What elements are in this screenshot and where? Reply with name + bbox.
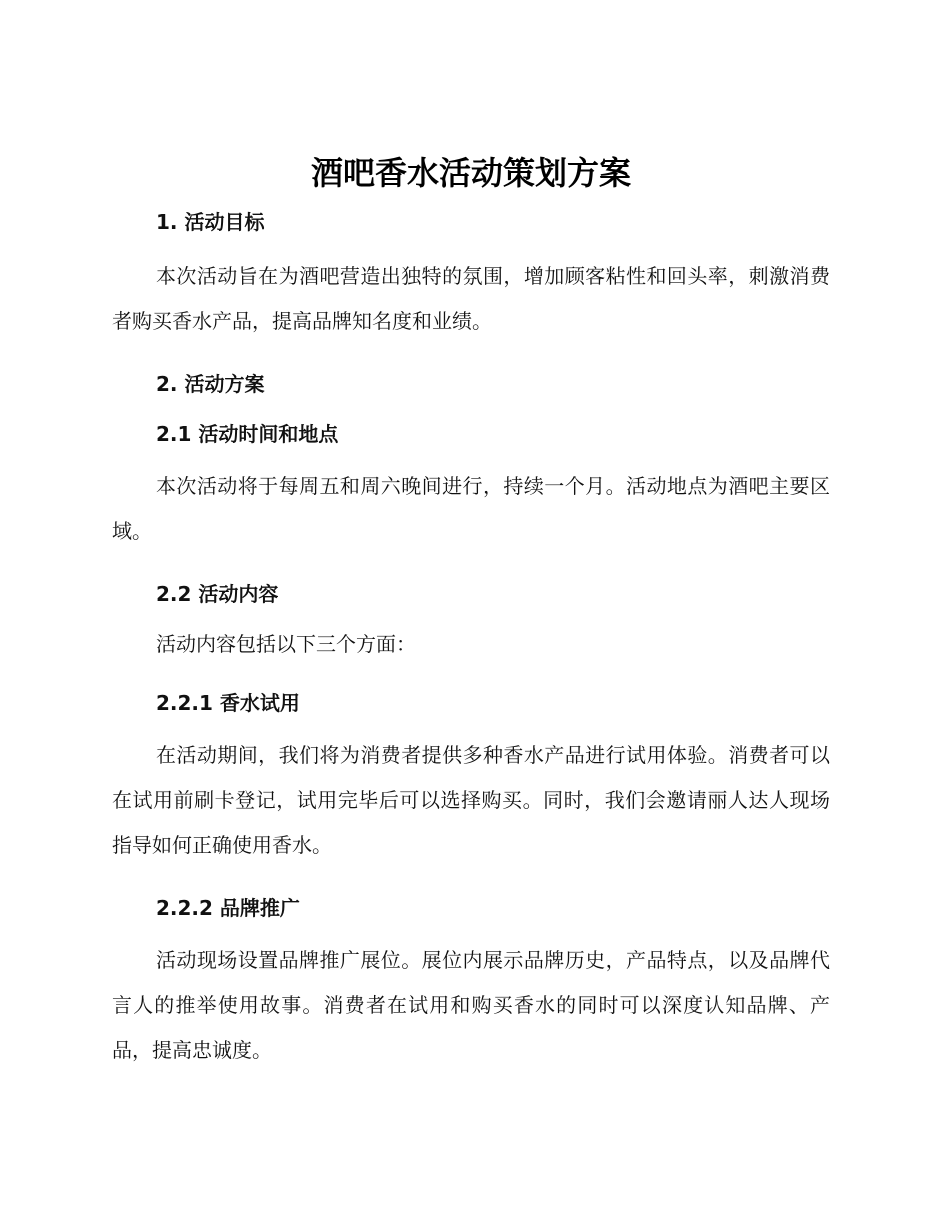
section-heading-time-location: 2.1 活动时间和地点 — [156, 422, 339, 446]
section-heading-content: 2.2 活动内容 — [156, 582, 279, 606]
section-heading-goal: 1. 活动目标 — [156, 210, 265, 234]
section-text-time-location: 本次活动将于每周五和周六晚间进行，持续一个月。活动地点为酒吧主要区域。 — [112, 474, 830, 543]
document-title: 酒吧香水活动策划方案 — [310, 154, 631, 192]
section-text-content: 活动内容包括以下三个方面： — [156, 632, 416, 656]
section-heading-brand: 2.2.2 品牌推广 — [156, 896, 300, 920]
section-text-brand: 活动现场设置品牌推广展位。展位内展示品牌历史，产品特点，以及品牌代言人的推举使用故事。消费者在试用和购买香水的同时可以深度认知品牌、产品，提高忠诚度。 — [112, 948, 830, 1062]
document-body — [112, 148, 830, 1073]
section-text-goal: 本次活动旨在为酒吧营造出独特的氛围，增加顾客粘性和回头率，刺激消费者购买香水产品，提高品牌知名度和业绩。 — [112, 264, 830, 333]
section-text-trial: 在活动期间，我们将为消费者提供多种香水产品进行试用体验。消费者可以在试用前刷卡登记，试用完毕后可以选择购买。同时，我们会邀请丽人达人现场指导如何正确使用香水。 — [112, 743, 830, 857]
section-heading-plan: 2. 活动方案 — [156, 372, 265, 396]
section-heading-trial: 2.2.1 香水试用 — [156, 691, 300, 715]
